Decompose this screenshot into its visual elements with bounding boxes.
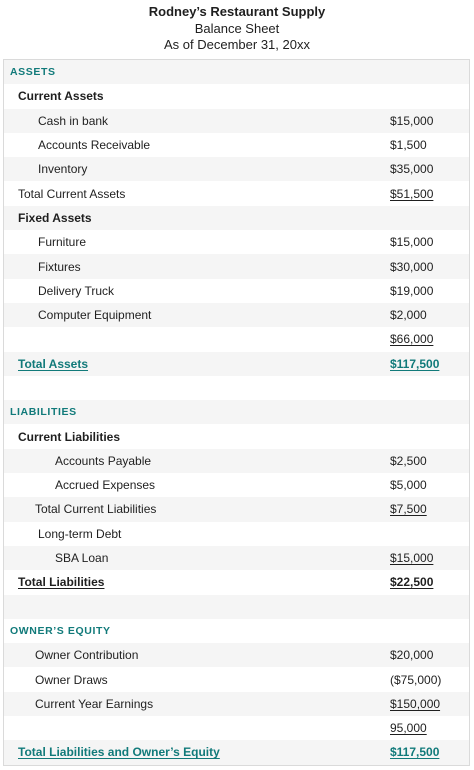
row-amount: $35,000 — [390, 162, 434, 177]
row-label: Total Liabilities and Owner’s Equity — [18, 745, 220, 760]
table-row — [4, 449, 469, 473]
row-amount: $66,000 — [390, 332, 434, 347]
row-label: Total Liabilities — [18, 575, 105, 590]
row-amount: $5,000 — [390, 478, 427, 493]
row-label: Computer Equipment — [38, 308, 152, 323]
table-row — [4, 740, 469, 764]
table-row — [4, 84, 469, 108]
row-label: Total Current Assets — [18, 186, 126, 201]
row-amount: $7,500 — [390, 502, 427, 517]
table-row — [4, 206, 469, 230]
section-header-row — [4, 60, 469, 84]
section-header-row — [4, 619, 469, 643]
table-row — [4, 376, 469, 400]
row-label: Inventory — [38, 162, 88, 177]
report-header — [0, 0, 474, 59]
row-amount: $117,500 — [390, 745, 440, 760]
row-amount: $1,500 — [390, 138, 427, 153]
row-amount: $51,500 — [390, 186, 434, 201]
row-amount: $30,000 — [390, 259, 434, 274]
table-row — [4, 133, 469, 157]
section-header-row — [4, 400, 469, 424]
report-title: Balance Sheet — [194, 20, 280, 36]
table-row — [4, 643, 469, 667]
report-date: As of December 31, 20xx — [164, 37, 310, 52]
table-row — [4, 254, 469, 278]
row-amount: $150,000 — [390, 696, 441, 711]
row-amount: 95,000 — [390, 721, 427, 736]
row-label: LIABILITIES — [10, 406, 77, 419]
row-label: Current Liabilities — [18, 429, 121, 444]
row-label: Delivery Truck — [38, 283, 115, 298]
row-label: Furniture — [38, 235, 87, 250]
row-label: Accounts Receivable — [38, 138, 151, 153]
row-amount: $19,000 — [390, 283, 434, 298]
table-row — [4, 230, 469, 254]
row-label: SBA Loan — [55, 551, 109, 566]
row-label: Total Current Liabilities — [35, 502, 157, 517]
table-row — [4, 692, 469, 716]
table-row — [4, 522, 469, 546]
row-amount: ($75,000) — [390, 672, 442, 687]
row-label: OWNER’S EQUITY — [10, 624, 111, 637]
row-amount: $2,000 — [390, 308, 427, 323]
table-row — [4, 327, 469, 351]
row-amount: $15,000 — [390, 551, 434, 566]
row-label: Current Year Earnings — [35, 696, 154, 711]
table-row — [4, 497, 469, 521]
row-amount: $117,500 — [390, 356, 440, 371]
table-row — [4, 595, 469, 619]
row-amount: $22,500 — [390, 575, 434, 590]
row-label: Fixtures — [38, 259, 81, 274]
table-row — [4, 424, 469, 448]
row-label: Owner Contribution — [35, 648, 139, 663]
row-amount: $2,500 — [390, 453, 427, 468]
table-row — [4, 157, 469, 181]
table-row — [4, 716, 469, 740]
row-label: Owner Draws — [35, 672, 108, 687]
row-label: Fixed Assets — [18, 210, 92, 225]
row-label: Accounts Payable — [55, 453, 152, 468]
row-amount: $15,000 — [390, 113, 434, 128]
row-amount: $15,000 — [390, 235, 434, 250]
table-row — [4, 473, 469, 497]
table-row — [4, 570, 469, 594]
row-label: Long-term Debt — [38, 526, 122, 541]
row-label: Accrued Expenses — [55, 478, 156, 493]
row-label: Cash in bank — [38, 113, 109, 128]
balance-sheet-table — [3, 59, 470, 766]
table-row — [4, 352, 469, 376]
row-label: Total Assets — [18, 356, 89, 371]
table-row — [4, 279, 469, 303]
table-row — [4, 303, 469, 327]
table-row — [4, 109, 469, 133]
row-label: Current Assets — [18, 89, 104, 104]
company-name: Rodney’s Restaurant Supply — [148, 4, 326, 19]
row-amount: $20,000 — [390, 648, 434, 663]
row-label: ASSETS — [10, 66, 56, 79]
table-row — [4, 546, 469, 570]
table-row — [4, 667, 469, 691]
table-row — [4, 181, 469, 205]
